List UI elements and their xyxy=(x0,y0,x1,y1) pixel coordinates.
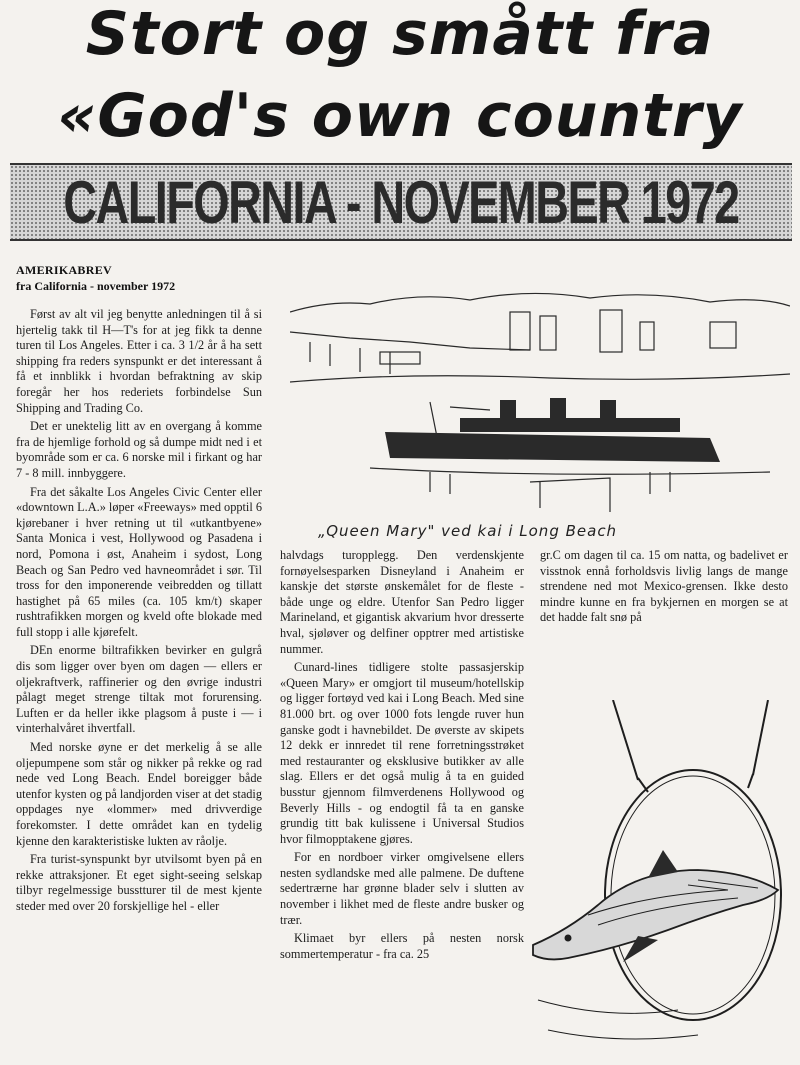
dolphin-hoop-illustration xyxy=(528,700,798,1060)
article-column-1 xyxy=(16,307,262,918)
dateline-banner xyxy=(10,163,792,241)
kicker-subtitle: fra California - november 1972 xyxy=(16,279,176,293)
paragraph: Først av alt vil jeg benytte anledningen til å si hjertelig takk til H—T's for at jeg fikk ta denne turen til Los Angeles. Etter i ca. 3 1/2 år å ha sett shipping fra reders synspunkt er det interessant å få et innblikk i hvordan befraktning av skip foregår her hos rederiets forbindelse Sun Shipping and Trading Co. xyxy=(16,307,262,415)
paragraph: Cunard-lines tidligere stolte passasjerskip «Queen Mary» er omgjort til museum/hotellskip og ligger fortøyd ved kai i Long Beach. Med sine 81.000 brt. og over 1000 fots lengde ruver hun ganske godt i havnebildet. De øverste av skipets 12 dekk er innredet til rene forretningsstrøket med restauranter og eksklusive butikker av alle slag. Ellers er det også mulig å ta en guided busstur gjennom filmverdenens Hollywood og Beverly Hills - og endogtil få ta en ganske grundig titt bak kulissene i Universal Studios hvor filmopptakene gjøres. xyxy=(280,660,524,846)
illustration-caption: „Queen Mary" ved kai i Long Beach xyxy=(318,522,618,540)
paragraph: Fra det såkalte Los Angeles Civic Center eller «downtown L.A.» løper «Freeways» med opptil 6 kjørebaner i hver retning ut til «utkantbyene» Santa Monica i vest, Hollywood og Pasadena i nord, Pomona i øst, Anaheim i sydost, Long Beach og San Pedro ved havneområdet i sør. Til tross for den imponerende veibredden og tillatt hastighet på 65 miles (ca. 105 km/t) skaper rushtrafikken morgen og kveld ofte blokade med full stopp i alle kjørefelt. xyxy=(16,484,262,639)
headline-line1: Stort og smått fra xyxy=(85,0,715,69)
banner-text: CALIFORNIA - NOVEMBER 1972 xyxy=(63,168,739,236)
queen-mary-illustration xyxy=(290,282,790,512)
paragraph: halvdags turopplegg. Den verdenskjente fornøyelsesparken Disneyland i Anaheim er kanskje det største ønskemålet for de fleste - både unge og eldre. Utenfor San Pedro ligger Marineland, et gigantisk akvarium hvor dresserte hval, sjøløver og delfiner opptrer med artistiske nummer. xyxy=(280,548,524,656)
paragraph: gr.C om dagen til ca. 15 om natta, og badelivet er visstnok ennå forholdsvis livlig langs de mange strendene ned mot Mexico-grensen. Ikke desto mindre kunne en fra bykjernen en morgen se at det hadde falt snø på xyxy=(540,548,788,625)
paragraph: Med norske øyne er det merkelig å se alle oljepumpene som står og nikker på rekke og rad nede ved Long Beach. Endel boreigger både utenfor kysten og på landjorden viser at det stadig oppdages nye «lommer» med drivverdige forekomster. I dette området kan en tydelig kjenne den karakteristiske lukten av råolje. xyxy=(16,740,262,848)
kicker-title: AMERIKABREV xyxy=(16,263,112,277)
article-column-3 xyxy=(540,548,788,629)
article-column-2 xyxy=(280,548,524,965)
paragraph: Det er unektelig litt av en overgang å komme fra de hjemlige forhold og så dumpe midt ned i et byområde som er ca. 6 norske mil i firkant og har 7 - 8 mill. innbyggere. xyxy=(16,419,262,480)
headline-line2: «God's own country xyxy=(57,81,743,151)
paragraph: DEn enorme biltrafikken bevirker en gulgrå dis som ligger over byen om dagen — ellers er oljekraftverk, raffinerier og den øvrige industri pålagt meget strenge tiltak mot forurensing. Luften er da heller ikke plagsom å puste i — i vinterhalvåret ihvertfall. xyxy=(16,643,262,736)
paragraph: For en nordboer virker omgivelsene ellers nesten sydlandske med alle palmene. De duftene sedertrærne har grønne blader selv i slutten av november i likhet med de fleste andre busker og trær. xyxy=(280,850,524,927)
paragraph: Fra turist-synspunkt byr utvilsomt byen på en rekke attraksjoner. Et eget sight-seeing selskap tilbyr regelmessige busstturer til de mest kjente steder med over 20 forskjellige hel - eller xyxy=(16,852,262,913)
paragraph: Klimaet byr ellers på nesten norsk sommertemperatur - fra ca. 25 xyxy=(280,931,524,961)
